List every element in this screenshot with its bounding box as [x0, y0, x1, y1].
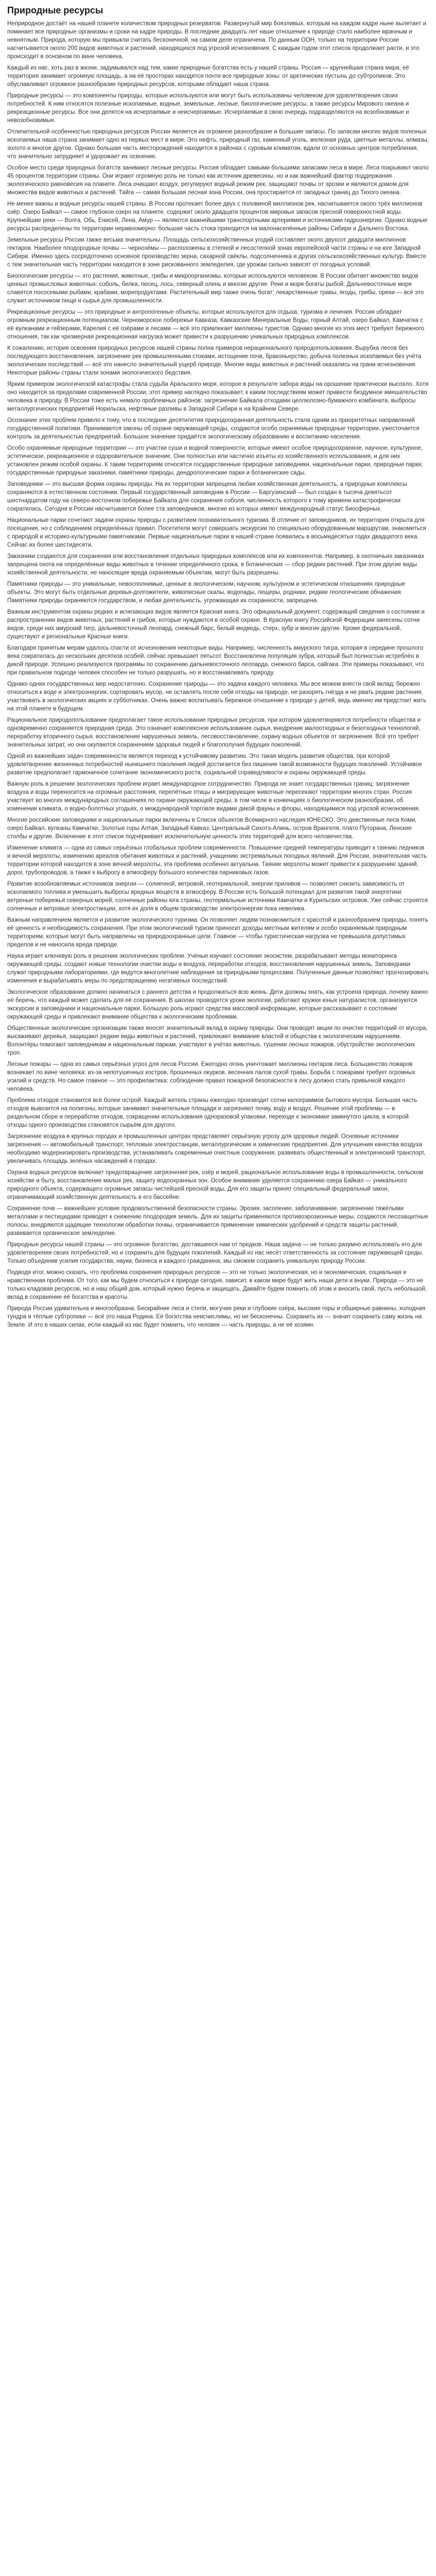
- paragraph: Каждый из нас, хоть раз в жизни, задумывался над тем, какие природные богатства есть у нашей страны. Россия — крупнейшая страна мира, её территория занимает огромную площадь, а на её просторах находятся почти все природные зоны: от арктических пустынь до субтропиков. Это обуславливает огромное разнообразие природных ресурсов, которыми обладает наша страна.: [7, 65, 409, 88]
- paragraph: Биологические ресурсы — это растения, животные, грибы и микроорганизмы, которые используются человеком. В России обитает множество видов ценных промысловых животных: соболь, белка, песец, лось, северный олень и многие другие. Реки и моря богаты рыбой. Дальневосточные моря славятся лососевыми рыбами, крабами, морепродуктами. Растительный мир также очень богат: лекарственные травы, ягоды, грибы, орехи — всё это служит источником пищи и сырья для промышленности.: [7, 273, 424, 304]
- paragraph: Природные ресурсы нашей страны — это огромное богатство, доставшееся нам от предков. Наша задача — не только разумно использовать его для удовлетворения своих потребностей, но и сохранить для будущих поколений. Каждый из нас несёт ответственность за состояние окружающей среды. Только объединив усилия государства, науки, бизнеса и каждого гражданина, мы сможем сохранить уникальную природу России.: [7, 1242, 424, 1264]
- paragraph: Заказники создаются для сохранения или восстановления отдельных природных комплексов или их компонентов. Например, в охотничьих заказниках запрещена охота на определённые виды животных в течение определённого срока, в ботанических — сбор редких растений. При этом другие виды хозяйственной деятельности, не наносящие вреда охраняемым объектам, могут быть разрешены.: [7, 553, 425, 576]
- paragraph: Лесные пожары — одна из самых серьёзных угроз для лесов России. Ежегодно огонь уничтожает миллионы гектаров леса. Большинство пожаров возникает по вине человека: из-за непотушенных костров, брошенных окурков, весенних палов сухой травы. Борьба с пожарами требует огромных усилий и средств. Но самое главное — это профилактика: соблюдение правил пожарной безопасности в лесу должно стать привычкой каждого человека.: [7, 1061, 415, 1092]
- paragraph: Развитие возобновляемых источников энергии — солнечной, ветровой, геотермальной, энергии приливов — позволяет снизить зависимость от ископаемого топлива и уменьшить выбросы вредных веществ в атмосферу. В России есть большой потенциал для развития такой энергетики: ветреные побережья северных морей, солнечные районы юга страны, геотермальные источники Камчатки и Курильских островов. Уже сейчас строятся солнечные и ветровые электростанции, хотя их доля в общем производстве электроэнергии пока невелика.: [7, 881, 428, 912]
- paragraph: Наука играет ключевую роль в решении экологических проблем. Учёные изучают состояние экосистем, разрабатывают методы мониторинга окружающей среды, создают новые технологии очистки воды и воздуха, переработки отходов, восстановления нарушенных земель. Заповедники служат природными лабораториями, где ведутся многолетние наблюдения за природными процессами. Полученные данные позволяют прогнозировать изменения и вырабатывать меры по предотвращению негативных последствий.: [7, 953, 429, 984]
- paragraph: Особое место среди природных богатств занимают лесные ресурсы. Россия обладает самыми большими запасами леса в мире. Леса покрывают около 45 процентов территории страны. Они играют огромную роль не только как источник древесины, но и как важнейший фактор поддержания экологического равновесия на планете. Леса очищают воздух, регулируют водный режим рек, защищают почвы от эрозии и являются домом для множества видов животных и растений. Тайга — самая большая лесная зона России, она простирается от западных границ до Тихого океана.: [7, 165, 429, 196]
- paragraph: Отличительной особенностью природных ресурсов России является их огромное разнообразие и большие запасы. По запасам многих видов полезных ископаемых наша страна занимает одно из первых мест в мире. Это нефть, природный газ, каменный уголь, железная руда, цветные металлы, алмазы, золото и многое другое. Однако большая часть месторождений находится в районах с суровым климатом, вдали от основных центров потребления, что значительно затрудняет и удорожает их освоение.: [7, 129, 429, 160]
- paragraph: Охрана водных ресурсов включает предотвращение загрязнения рек, озёр и морей, рациональное использование воды в промышленности, сельском хозяйстве и быту, восстановление малых рек, защиту водоохранных зон. Особое внимание уделяется сохранению озера Байкал — уникального природного объекта, содержащего огромные запасы чистейшей пресной воды. Для его защиты принят специальный федеральный закон, ограничивающий хозяйственную деятельность в его бассейне.: [7, 1170, 424, 1200]
- paragraph: Осознание этих проблем привело к тому, что в последние десятилетия природоохранная деятельность стала одним из приоритетных направлений государственной политики. Принимаются законы об охране окружающей среды, создаются особо охраняемые природные территории, ужесточается контроль за деятельностью предприятий. Большое значение придаётся экологическому образованию и воспитанию населения.: [7, 417, 420, 440]
- paragraph: Особо охраняемые природные территории — это участки суши и водной поверхности, которые имеют особое природоохранное, научное, культурное, эстетическое, рекреационное и оздоровительное значение. Они полностью или частично изъяты из хозяйственного использования, и для них установлен режим особой охраны. К таким территориям относятся государственные природные заповедники, национальные парки, природные парки, государственные природные заказники, памятники природы, дендрологические парки и ботанические сады.: [7, 445, 423, 476]
- paragraph: Не менее важны и водные ресурсы нашей страны. В России протекает более двух с половиной миллионов рек, насчитывается около трёх миллионов озёр. Озеро Байкал — самое глубокое озеро на планете, содержит около двадцати процентов мировых запасов пресной поверхностной воды. Крупнейшие реки — Волга, Обь, Енисей, Лена, Амур — являются важнейшими транспортными артериями и источниками гидроэнергии. Однако водные ресурсы распределены по территории неравномерно: большая часть стока приходится на малонаселённые районы Сибири и Дальнего Востока.: [7, 201, 428, 232]
- paragraph: Земельные ресурсы России также весьма значительны. Площадь сельскохозяйственных угодий составляет около двухсот двадцати миллионов гектаров. Наиболее плодородные почвы — чернозёмы — расположены в степной и лесостепной зонах европейской части страны и на юге Западной Сибири. Именно здесь сосредоточено основное производство зерна, сахарной свёклы, подсолнечника и других сельскохозяйственных культур. Вместе с тем значительная часть территории находится в зоне рискованного земледелия, где урожаи сильно зависят от погодных условий.: [7, 237, 427, 268]
- paragraph: Многие российские заповедники и национальные парки включены в Список объектов Всемирного наследия ЮНЕСКО. Это девственные леса Коми, озеро Байкал, вулканы Камчатки, Золотые горы Алтая, Западный Кавказ, Центральный Сихотэ-Алинь, остров Врангеля, плато Путорана, Ленские столбы и другие. Включение в этот список подчёркивает исключительную ценность этих территорий для всего человечества.: [7, 817, 417, 840]
- article-title: Природные ресурсы: [7, 5, 103, 15]
- paragraph: К сожалению, история освоения природных ресурсов нашей страны полна примеров нерационального природопользования. Вырубка лесов без последующего восстановления, загрязнение рек промышленными стоками, истощение почв, браконьерство, добыча полезных ископаемых без учёта экологических последствий — всё это нанесло значительный ущерб природе. Многие виды животных и растений оказались на грани исчезновения. Некоторые районы страны стали зонами экологического бедствия.: [7, 345, 422, 376]
- paragraph: Важным инструментом охраны редких и исчезающих видов является Красная книга. Это официальный документ, содержащий сведения о состоянии и распространении видов животных, растений и грибов, которые нуждаются в особой охране. В Красную книгу Российской Федерации занесены сотни видов, среди них амурский тигр, дальневосточный леопард, снежный барс, белый медведь, стерх, зубр и многие другие. Кроме федеральной, существуют и региональные Красные книги.: [7, 609, 425, 640]
- paragraph: Важную роль в решении экологических проблем играет международное сотрудничество. Природа не знает государственных границ: загрязнение воздуха и воды переносится на огромные расстояния, перелётные птицы и мигрирующие животные пересекают территории многих стран. Россия участвует во многих международных соглашениях по охране окружающей среды, в том числе в конвенциях о биологическом разнообразии, об изменении климата, о водно-болотных угодьях, о международной торговле видами дикой фауны и флоры, находящимися под угрозой исчезновения.: [7, 781, 421, 812]
- paragraph: Подводя итог, можно сказать, что проблема сохранения природных ресурсов — это не только экологическая, но и экономическая, социальная и нравственная проблема. От того, как мы будем относиться к природе сегодня, зависит, в каком мире будут жить наши дети и внуки. Природа — это не только кладовая ресурсов, но и наш общий дом, который нужно беречь и защищать. Давайте будем помнить об этом и вносить свой, пусть небольшой, вклад в сохранение её богатства и красоты.: [7, 1269, 427, 1300]
- paragraph: Памятники природы — это уникальные, невосполнимые, ценные в экологическом, научном, культурном и эстетическом отношениях природные объекты. Это могут быть отдельные деревья-долгожители, живописные скалы, водопады, пещеры, родники, редкие геологические обнажения. Памятники природы охраняются государством, и любая деятельность, угрожающая их сохранности, запрещена.: [7, 581, 406, 604]
- article-body: [7, 20, 429, 1329]
- paragraph: Заповедники — это высшая форма охраны природы. На их территории запрещена любая хозяйственная деятельность, а природные комплексы сохраняются в естественном состоянии. Первый государственный заповедник в России — Баргузинский — был создан в тысяча девятьсот шестнадцатом году на северо-восточном побережье Байкала для сохранения соболя, численность которого к тому времени катастрофически сократилась. Сегодня в России насчитывается более ста заповедников, многие из которых имеют международный статус биосферных.: [7, 481, 407, 512]
- paragraph: Проблема отходов становится всё более острой. Каждый житель страны ежегодно производит сотни килограммов бытового мусора. Большая часть отходов вывозится на полигоны, которые занимают значительные площади и загрязняют почву, воду и воздух. Решение этой проблемы — в раздельном сборе и переработке отходов, сокращении использования одноразовой упаковки, переходе к экономике замкнутого цикла, в которой отходы одного производства становятся сырьём для другого.: [7, 1097, 417, 1128]
- paragraph: Неприродное достаёт на нашей планете количеством природных резерватов. Развернутый мир боязливых, которым на каждом кадре ныне вылетает и поминает все природные организмы и сроки на кадре природы. В последние двадцать лет наше отношение к природе стало наиболее мрачным и невнятным. Природа, которую мы привыкли считать бесконечной, на самом деле ограничена. По данным ООН, только на территории России насчитывается около 200 видов животных и растений, находящихся под угрозой исчезновения. С каждым годом этот список продолжает расти, и это происходит в основном по вине человека.: [7, 21, 427, 60]
- paragraph: Национальные парки сочетают задачи охраны природы с развитием познавательного туризма. В отличие от заповедников, их территория открыта для посещения, но с соблюдением определённых правил. Посетители могут совершать экскурсии по специально оборудованным маршрутам, знакомиться с природой и историко-культурными памятниками. Первые национальные парки в нашей стране появились в восьмидесятых годах двадцатого века. Сейчас их более шестидесяти.: [7, 517, 426, 548]
- paragraph: Природные ресурсы — это компоненты природы, которые используются или могут быть использованы человеком для удовлетворения своих потребностей. К ним относятся полезные ископаемые, водные, земельные, лесные, биологические ресурсы, а также ресурсы Мирового океана и рекреационные ресурсы. Все они делятся на исчерпаемые и неисчерпаемые. Исчерпаемые в свою очередь подразделяются на возобновимые и невозобновимые.: [7, 93, 409, 124]
- paragraph: Общественные экологические организации также вносят значительный вклад в охрану природы. Они проводят акции по очистке территорий от мусора, высаживают деревья, защищают редкие виды животных и растений, привлекают внимание властей и общества к экологическим нарушениям. Волонтёры помогают заповедникам и национальным паркам, участвуют в учётах животных, тушении лесных пожаров, обустройстве экологических троп.: [7, 1025, 428, 1056]
- paragraph: Рациональное природопользование предполагает такое использование природных ресурсов, при котором удовлетворяются потребности общества и одновременно сохраняется природная среда. Это означает комплексное использование сырья, внедрение малоотходных и безотходных технологий, переработку вторичного сырья, восстановление нарушенных земель, лесовосстановление, охрану водных объектов от загрязнения. Всё это требует значительных затрат, но они окупаются сохранением здоровья людей и благополучия будущих поколений.: [7, 717, 421, 748]
- paragraph: Ярким примером экологической катастрофы стала судьба Аральского моря, которое в результате забора воды на орошение практически высохло. Хотя оно находится за пределами современной России, этот пример наглядно показывает, к каким последствиям может привести бездумное вмешательство человека в природу. В России тоже есть немало проблемных районов: загрязнение Байкала отходами целлюлозно-бумажного комбината, выбросы металлургических предприятий Норильска, нефтяные разливы в Западной Сибири и на Крайнем Севере.: [7, 381, 429, 412]
- paragraph: Сохранение почв — важнейшее условие продовольственной безопасности страны. Эрозия, засоление, заболачивание, загрязнение тяжёлыми металлами и пестицидами приводят к снижению плодородия земель. Для их защиты применяются противоэрозионные меры, создаются лесозащитные полосы, внедряются щадящие технологии обработки почвы, ограничивается применение химических удобрений и средств защиты растений, развивается органическое земледелие.: [7, 1206, 428, 1236]
- paragraph: Природа России удивительна и многообразна. Бескрайние леса и степи, могучие реки и глубокие озёра, высокие горы и обширные равнины, холодная тундра и тёплые субтропики — всё это наша Родина. Её богатства неисчислимы, но не бесконечны. Сохранить их — значит сохранить саму жизнь на Земле. И это в наших силах, если каждый из нас будет помнить, что человек — часть природы, а не её хозяин.: [7, 1306, 426, 1328]
- paragraph: Однако одних государственных мер недостаточно. Сохранение природы — это задача каждого человека. Мы все можем внести свой вклад: бережно относиться к воде и электроэнергии, сортировать мусор, не оставлять после себя отходы на природе, не разорять гнёзда и не рвать редкие растения, участвовать в экологических акциях и субботниках. Очень важно воспитывать бережное отношение к природе у детей, ведь именно им предстоит жить на этой планете в будущем.: [7, 681, 427, 712]
- paragraph: Благодаря принятым мерам удалось спасти от исчезновения некоторые виды. Например, численность амурского тигра, которая в середине прошлого века сократилась до нескольких десятков особей, сейчас превышает пятьсот. Восстановлена популяция зубра, который был полностью истреблён в дикой природе. Успешно реализуются программы по сохранению дальневосточного леопарда, снежного барса, сайгака. Эти примеры показывают, что при правильном подходе человек способен не только разрушать, но и восстанавливать природу.: [7, 645, 425, 676]
- paragraph: Загрязнение воздуха в крупных городах и промышленных центрах представляет серьёзную угрозу для здоровья людей. Основные источники загрязнения — автомобильный транспорт, тепловые электростанции, металлургические и химические предприятия. Для улучшения качества воздуха необходимо модернизировать производства, устанавливать современные очистные сооружения, развивать общественный и электрический транспорт, увеличивать площадь зелёных насаждений в городах.: [7, 1133, 426, 1164]
- paragraph: Изменение климата — одна из самых серьёзных глобальных проблем современности. Повышение средней температуры приводит к таянию ледников и вечной мерзлоты, изменению ареалов обитания животных и растений, учащению экстремальных погодных явлений. Для России, значительная часть территории которой находится в зоне вечной мерзлоты, эта проблема особенно актуальна. Таяние мерзлоты может привести к разрушению зданий, дорог, трубопроводов, а также к выбросу в атмосферу большого количества парниковых газов.: [7, 845, 427, 876]
- paragraph: Экологическое образование должно начинаться с раннего детства и продолжаться всю жизнь. Дети должны знать, как устроена природа, почему важно её беречь, что каждый может сделать для её сохранения. В школах проводятся уроки экологии, работают кружки юных натуралистов, организуются экскурсии в заповедники и национальные парки. Большую роль играют средства массовой информации, которые рассказывают о состоянии окружающей среды и привлекают внимание общества к экологическим проблемам.: [7, 989, 428, 1020]
- paragraph: Рекреационные ресурсы — это природные и антропогенные объекты, которые используются для отдыха, туризма и лечения. Россия обладает огромным рекреационным потенциалом. Черноморское побережье Кавказа, Кавказские Минеральные Воды, горный Алтай, озеро Байкал, Камчатка с её вулканами и гейзерами, Карелия с её озёрами и лесами — всё это привлекает миллионы туристов. Однако многие из этих мест требуют бережного отношения, так как чрезмерная рекреационная нагрузка может привести к разрушению уникальных природных комплексов.: [7, 309, 425, 340]
- paragraph: Важным направлением является и развитие экологического туризма. Он позволяет людям познакомиться с красотой и разнообразием природы, понять её ценность и необходимость сохранения. При этом экологический туризм приносит доходы местным жителям и особо охраняемым природным территориям, которые могут быть направлены на природоохранные цели. Главное — чтобы туристическая нагрузка не превышала допустимых пределов и не наносила вреда природе.: [7, 917, 428, 948]
- paragraph: Одной из важнейших задач современности является переход к устойчивому развитию. Это такая модель развития общества, при которой удовлетворение жизненных потребностей нынешнего поколения людей достигается без лишения такой возможности будущих поколений. Устойчивое развитие предполагает гармоничное сочетание экономического роста, социальной справедливости и охраны окружающей среды.: [7, 753, 423, 776]
